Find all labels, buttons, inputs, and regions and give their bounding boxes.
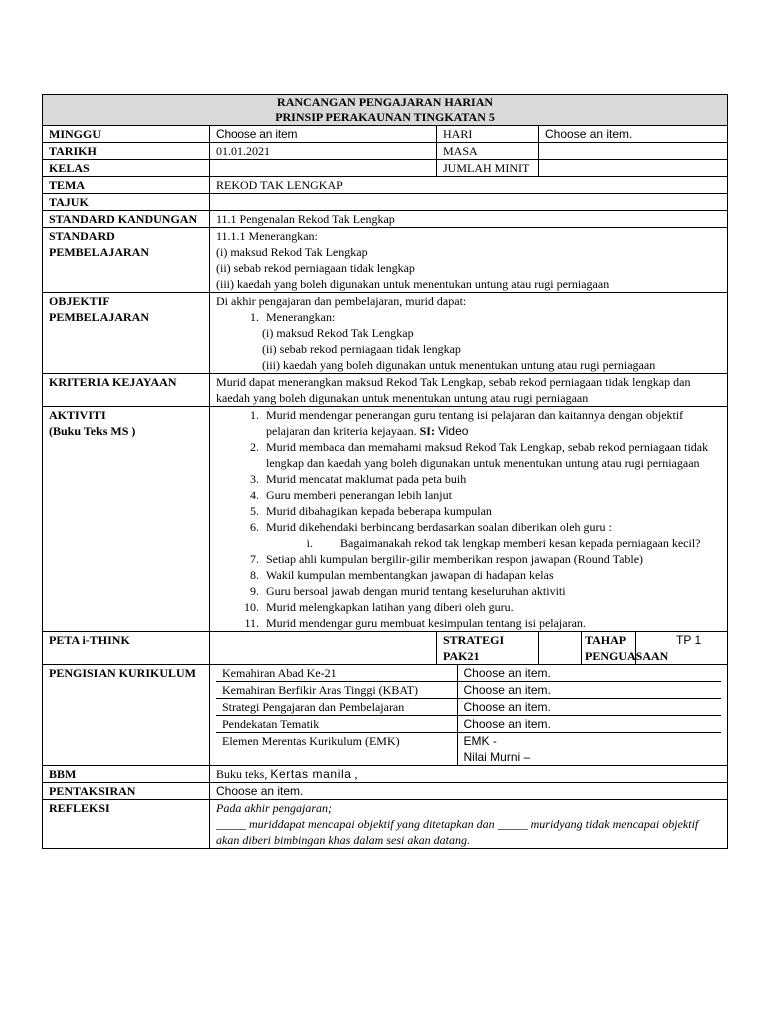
row-peta-ithink bbox=[43, 632, 728, 665]
row-aktiviti bbox=[43, 407, 728, 632]
label-jumlah-minit: JUMLAH MINIT bbox=[437, 160, 539, 177]
kurikulum-item-dropdown[interactable]: Choose an item. bbox=[457, 665, 721, 682]
strategi-pak21-field[interactable] bbox=[539, 632, 582, 665]
kurikulum-subtable bbox=[216, 665, 721, 765]
refleksi-line2: _____ muriddapat mencapai objektif yang ditetapkan dan _____ muridyang tidak mencapai objektif akan diberi bimbingan khas dalam sesi akan datang. bbox=[216, 817, 699, 847]
aktiviti-item: 5. Murid dibahagikan kepada beberapa kumpulan bbox=[262, 503, 721, 519]
objektif-subitem: (ii) sebab rekod perniagaan tidak lengkap bbox=[262, 342, 461, 356]
header-cell bbox=[43, 95, 728, 126]
tajuk-field[interactable] bbox=[210, 194, 728, 211]
aktiviti-subitem: i. Bagaimanakah rekod tak lengkap memberi kesan kepada perniagaan kecil? bbox=[316, 535, 721, 551]
label-peta-ithink: PETA i-THINK bbox=[43, 632, 210, 665]
bbm-suffix: , bbox=[354, 767, 358, 781]
row-pentaksiran bbox=[43, 783, 728, 800]
emk-line: EMK - bbox=[463, 734, 497, 748]
label-bbm: BBM bbox=[43, 766, 210, 783]
row-standard-pembelajaran bbox=[43, 228, 728, 293]
header-row bbox=[43, 95, 728, 126]
hari-dropdown[interactable]: Choose an item. bbox=[539, 126, 728, 143]
label-objektif-line1: OBJEKTIF bbox=[49, 294, 110, 308]
label-aktiviti-line2: (Buku Teks MS ) bbox=[49, 424, 136, 438]
kurikulum-row bbox=[216, 699, 721, 716]
label-aktiviti-line1: AKTIVITI bbox=[49, 408, 106, 422]
tema-field[interactable]: REKOD TAK LENGKAP bbox=[210, 177, 728, 194]
label-standard-pembelajaran bbox=[43, 228, 210, 293]
aktiviti-sublist bbox=[266, 535, 721, 551]
bbm-dropdown[interactable]: Kertas manila bbox=[270, 767, 352, 781]
jumlah-minit-field[interactable] bbox=[539, 160, 728, 177]
label-minggu: MINGGU bbox=[43, 126, 210, 143]
label-refleksi: REFLEKSI bbox=[43, 800, 210, 849]
row-refleksi bbox=[43, 800, 728, 849]
kelas-field[interactable] bbox=[210, 160, 437, 177]
objektif-item: 1. Menerangkan: bbox=[262, 309, 721, 325]
label-tahap-penguasaan: TAHAP PENGUASAAN bbox=[582, 632, 636, 665]
emk-name: Elemen Merentas Kurikulum (EMK) bbox=[216, 733, 457, 766]
kurikulum-item-dropdown[interactable]: Choose an item. bbox=[457, 699, 721, 716]
masa-field[interactable] bbox=[539, 143, 728, 160]
objektif-subitem: (i) maksud Rekod Tak Lengkap bbox=[262, 326, 414, 340]
label-hari: HARI bbox=[437, 126, 539, 143]
aktiviti-item: 7. Setiap ahli kumpulan bergilir-gilir memberikan respon jawapan (Round Table) bbox=[262, 551, 721, 567]
kurikulum-item-name: Kemahiran Abad Ke-21 bbox=[216, 665, 457, 682]
tahap-penguasaan-dropdown[interactable]: TP 1 bbox=[636, 632, 728, 665]
kurikulum-row bbox=[216, 716, 721, 733]
lesson-plan-table bbox=[42, 94, 728, 849]
label-kelas: KELAS bbox=[43, 160, 210, 177]
kurikulum-item-dropdown[interactable]: Choose an item. bbox=[457, 682, 721, 699]
aktiviti-field[interactable] bbox=[210, 407, 728, 632]
standard-pembelajaran-field[interactable] bbox=[210, 228, 728, 293]
sp-line: (ii) sebab rekod perniagaan tidak lengkap bbox=[216, 261, 415, 275]
label-kriteria: KRITERIA KEJAYAAN bbox=[43, 374, 210, 407]
kurikulum-cell bbox=[210, 665, 728, 766]
objektif-intro: Di akhir pengajaran dan pembelajaran, murid dapat: bbox=[216, 294, 467, 308]
row-objektif bbox=[43, 293, 728, 374]
tarikh-field[interactable]: 01.01.2021 bbox=[210, 143, 437, 160]
header-title-line2: PRINSIP PERAKAUNAN TINGKATAN 5 bbox=[275, 110, 495, 124]
aktiviti-item: 1. Murid mendengar penerangan guru tentang isi pelajaran dan kaitannya dengan objektif pelajaran dan kriteria kejayaan. SI: Video bbox=[262, 407, 721, 439]
kurikulum-item-dropdown[interactable]: Choose an item. bbox=[457, 716, 721, 733]
kurikulum-item-name: Pendekatan Tematik bbox=[216, 716, 457, 733]
label-tarikh: TARIKH bbox=[43, 143, 210, 160]
row-tema bbox=[43, 177, 728, 194]
row-minggu bbox=[43, 126, 728, 143]
objektif-subitems bbox=[216, 325, 721, 373]
refleksi-line1: Pada akhir pengajaran; bbox=[216, 801, 332, 815]
objektif-subitem: (iii) kaedah yang boleh digunakan untuk menentukan untung atau rugi perniagaan bbox=[262, 358, 656, 372]
label-objektif-line2: PEMBELAJARAN bbox=[49, 310, 150, 324]
aktiviti-list bbox=[216, 407, 721, 631]
peta-ithink-field[interactable] bbox=[210, 632, 437, 665]
bbm-field[interactable] bbox=[210, 766, 728, 783]
label-standard-line1: STANDARD bbox=[49, 229, 115, 243]
aktiviti-item: 10. Murid melengkapkan latihan yang diberi oleh guru. bbox=[262, 599, 721, 615]
aktiviti-item: 9. Guru bersoal jawab dengan murid tentang keseluruhan aktiviti bbox=[262, 583, 721, 599]
kriteria-field[interactable]: Murid dapat menerangkan maksud Rekod Tak Lengkap, sebab rekod perniagaan tidak lengkap dan kaedah yang boleh digunakan untuk menentukan untung atau rugi perniagaan bbox=[210, 374, 728, 407]
bbm-prefix: Buku teks, bbox=[216, 767, 268, 781]
label-tema: TEMA bbox=[43, 177, 210, 194]
kurikulum-row bbox=[216, 682, 721, 699]
label-tajuk: TAJUK bbox=[43, 194, 210, 211]
pentaksiran-dropdown[interactable]: Choose an item. bbox=[210, 783, 728, 800]
kurikulum-row-emk bbox=[216, 733, 721, 766]
minggu-dropdown[interactable]: Choose an item bbox=[210, 126, 437, 143]
kurikulum-item-name: Strategi Pengajaran dan Pembelajaran bbox=[216, 699, 457, 716]
aktiviti-item: 2. Murid membaca dan memahami maksud Rekod Tak Lengkap, sebab rekod perniagaan tidak lengkap dan kaedah yang boleh digunakan untuk menentukan untung atau rugi perniagaan bbox=[262, 439, 721, 471]
label-strategi-pak21: STRATEGI PAK21 bbox=[437, 632, 539, 665]
row-tajuk bbox=[43, 194, 728, 211]
label-masa: MASA bbox=[437, 143, 539, 160]
label-standard-line2: PEMBELAJARAN bbox=[49, 245, 150, 259]
row-kriteria bbox=[43, 374, 728, 407]
sp-line: (i) maksud Rekod Tak Lengkap bbox=[216, 245, 368, 259]
aktiviti-item: 11. Murid mendengar guru membuat kesimpulan tentang isi pelajaran. bbox=[262, 615, 721, 631]
row-tarikh bbox=[43, 143, 728, 160]
label-standard-kandungan: STANDARD KANDUNGAN bbox=[43, 211, 210, 228]
row-pengisian-kurikulum bbox=[43, 665, 728, 766]
nilai-murni-line: Nilai Murni – bbox=[463, 750, 531, 764]
kurikulum-row bbox=[216, 665, 721, 682]
kurikulum-item-name: Kemahiran Berfikir Aras Tinggi (KBAT) bbox=[216, 682, 457, 699]
aktiviti-item: 8. Wakil kumpulan membentangkan jawapan di hadapan kelas bbox=[262, 567, 721, 583]
si-label: SI: bbox=[419, 424, 435, 438]
sp-line: (iii) kaedah yang boleh digunakan untuk menentukan untung atau rugi perniagaan bbox=[216, 277, 610, 291]
refleksi-field[interactable] bbox=[210, 800, 728, 849]
video-dropdown[interactable]: Video bbox=[437, 424, 469, 438]
aktiviti-item: 6. Murid dikehendaki berbincang berdasarkan soalan diberikan oleh guru : i. Bagaimanakah rekod tak lengkap memberi kesan kepada perniagaan kecil? bbox=[262, 519, 721, 551]
emk-field[interactable] bbox=[457, 733, 721, 766]
row-kelas bbox=[43, 160, 728, 177]
row-bbm bbox=[43, 766, 728, 783]
label-objektif bbox=[43, 293, 210, 374]
aktiviti-item: 3. Murid mencatat maklumat pada peta buih bbox=[262, 471, 721, 487]
objektif-field[interactable] bbox=[210, 293, 728, 374]
label-pentaksiran: PENTAKSIRAN bbox=[43, 783, 210, 800]
sp-line: 11.1.1 Menerangkan: bbox=[216, 229, 318, 243]
label-aktiviti bbox=[43, 407, 210, 632]
row-standard-kandungan bbox=[43, 211, 728, 228]
objektif-list bbox=[216, 309, 721, 325]
aktiviti-item: 4. Guru memberi penerangan lebih lanjut bbox=[262, 487, 721, 503]
header-title-line1: RANCANGAN PENGAJARAN HARIAN bbox=[277, 95, 494, 109]
standard-kandungan-field[interactable]: 11.1 Pengenalan Rekod Tak Lengkap bbox=[210, 211, 728, 228]
label-pengisian-kurikulum: PENGISIAN KURIKULUM bbox=[43, 665, 210, 766]
